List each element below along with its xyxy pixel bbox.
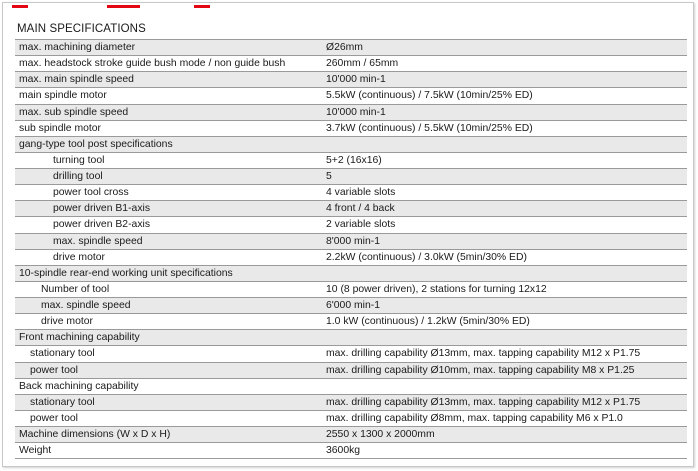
spec-row	[15, 330, 687, 346]
spec-label: stationary tool	[30, 396, 95, 408]
spec-value: 5.5kW (continuous) / 7.5kW (10min/25% ED)	[326, 90, 533, 102]
spec-label: Front machining capability	[19, 332, 140, 344]
spec-sheet-frame	[2, 2, 694, 467]
spec-row	[15, 121, 687, 137]
spec-row	[15, 346, 687, 362]
spec-label: max. spindle speed	[41, 300, 131, 312]
spec-label: power tool	[30, 364, 78, 376]
spec-row	[15, 137, 687, 153]
spec-value: 4 front / 4 back	[326, 203, 395, 215]
spec-row	[15, 72, 687, 88]
accent-bar	[12, 5, 28, 8]
spec-row	[15, 153, 687, 169]
spec-value: 3.7kW (continuous) / 5.5kW (10min/25% ED)	[326, 122, 533, 134]
spec-value: max. drilling capability Ø13mm, max. tapping capability M12 x P1.75	[326, 348, 641, 360]
spec-value: Ø26mm	[326, 42, 363, 54]
spec-label: Number of tool	[41, 283, 110, 295]
spec-label: 10-spindle rear-end working unit specifications	[19, 267, 233, 279]
spec-label: turning tool	[53, 154, 105, 166]
spec-value: 10 (8 power driven), 2 stations for turning 12x12	[326, 283, 547, 295]
spec-label: max. main spindle speed	[19, 74, 134, 86]
spec-row	[15, 250, 687, 266]
spec-value: 260mm / 65mm	[326, 58, 399, 70]
spec-label: max. spindle speed	[53, 235, 143, 247]
spec-row	[15, 185, 687, 201]
spec-value: 8'000 min-1	[326, 235, 380, 247]
spec-row	[15, 201, 687, 217]
spec-value: 2 variable slots	[326, 219, 396, 231]
spec-value: 5+2 (16x16)	[326, 154, 382, 166]
spec-row	[15, 314, 687, 330]
spec-value: 3600kg	[326, 445, 361, 457]
spec-row	[15, 56, 687, 72]
spec-value: 2.2kW (continuous) / 3.0kW (5min/30% ED)	[326, 251, 527, 263]
spec-label: max. sub spindle speed	[19, 106, 129, 118]
spec-row	[15, 298, 687, 314]
spec-row	[15, 105, 687, 121]
spec-value: max. drilling capability Ø10mm, max. tapping capability M8 x P1.25	[326, 364, 635, 376]
spec-label: stationary tool	[30, 348, 95, 360]
spec-label: main spindle motor	[19, 90, 107, 102]
spec-label: power tool cross	[53, 187, 129, 199]
spec-value: 6'000 min-1	[326, 300, 380, 312]
spec-row	[15, 411, 687, 427]
spec-value: 10'000 min-1	[326, 106, 386, 118]
spec-row	[15, 217, 687, 233]
spec-label: Machine dimensions (W x D x H)	[19, 429, 171, 441]
spec-value: 2550 x 1300 x 2000mm	[326, 429, 435, 441]
spec-label: max. headstock stroke guide bush mode / non guide bush	[19, 58, 286, 70]
spec-value: 10'000 min-1	[326, 74, 386, 86]
spec-row	[15, 427, 687, 443]
spec-label: drive motor	[53, 251, 105, 263]
spec-table	[15, 39, 687, 459]
spec-row	[15, 88, 687, 104]
spec-row	[15, 395, 687, 411]
spec-value: 4 variable slots	[326, 187, 396, 199]
spec-value: 5	[326, 171, 332, 183]
accent-bar	[194, 5, 210, 8]
accent-bar	[107, 5, 140, 8]
spec-row	[15, 363, 687, 379]
spec-label: power driven B1-axis	[53, 203, 151, 215]
spec-row	[15, 234, 687, 250]
spec-value: max. drilling capability Ø13mm, max. tapping capability M12 x P1.75	[326, 396, 641, 408]
spec-label: sub spindle motor	[19, 122, 102, 134]
spec-row	[15, 266, 687, 282]
spec-label: power driven B2-axis	[53, 219, 151, 231]
spec-row	[15, 379, 687, 395]
spec-row	[15, 443, 687, 459]
spec-label: drive motor	[41, 316, 93, 328]
spec-label: Weight	[19, 445, 52, 457]
section-heading: MAIN SPECIFICATIONS	[17, 23, 146, 35]
spec-label: max. machining diameter	[19, 42, 136, 54]
spec-row	[15, 282, 687, 298]
spec-value: 1.0 kW (continuous) / 1.2kW (5min/30% ED)	[326, 316, 530, 328]
spec-row	[15, 169, 687, 185]
spec-value: max. drilling capability Ø8mm, max. tapping capability M6 x P1.0	[326, 412, 623, 424]
spec-label: gang-type tool post specifications	[19, 138, 173, 150]
spec-row	[15, 40, 687, 56]
spec-label: drilling tool	[53, 171, 103, 183]
spec-label: Back machining capability	[19, 380, 139, 392]
spec-label: power tool	[30, 412, 78, 424]
